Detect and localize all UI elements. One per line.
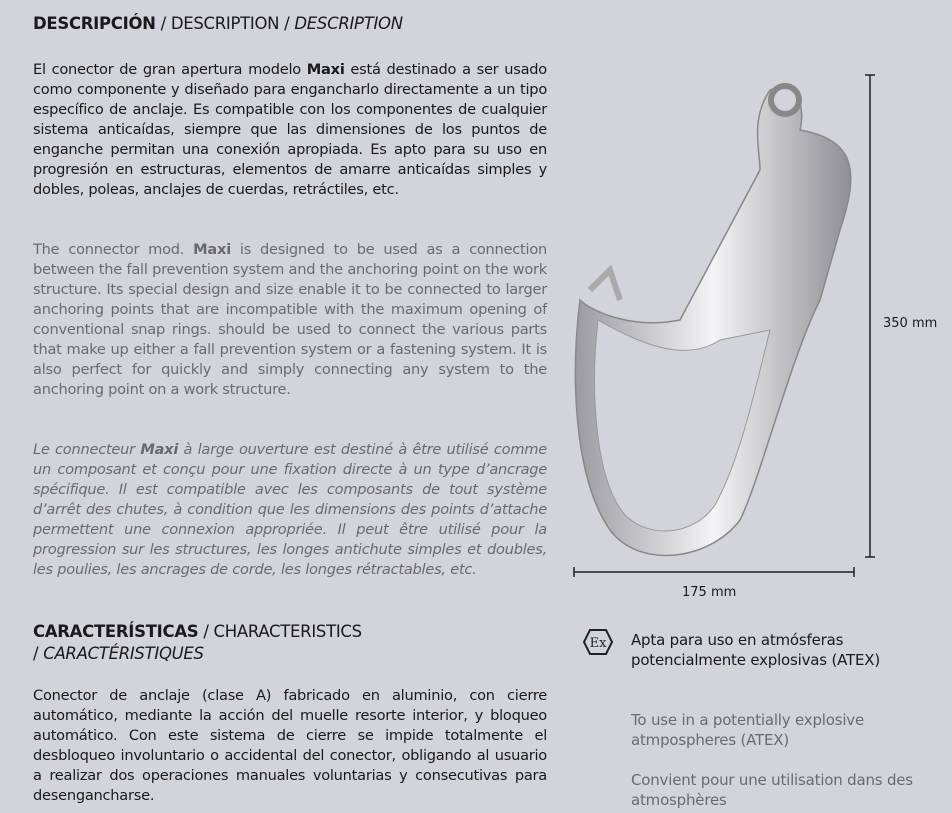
ex-atex-icon (582, 628, 614, 656)
height-dimension-line (864, 74, 876, 558)
carabiner-image (570, 60, 870, 580)
svg-text:Ex: Ex (589, 636, 607, 651)
model-name: Maxi (193, 241, 231, 258)
atex-fr: Convient pour une utilisation dans des atmosphères (631, 771, 913, 809)
width-label: 175 mm (682, 585, 737, 600)
description-heading (33, 14, 403, 33)
heading-es: CARACTERÍSTICAS (33, 622, 199, 641)
description-en (33, 240, 547, 400)
heading-fr: CARACTÉRISTIQUES (43, 644, 204, 663)
separator: / (155, 14, 171, 33)
atex-en: To use in a potentially explosive atmpospheres (ATEX) (631, 711, 865, 749)
atex-es: Apta para uso en atmósferas potencialmente explosivas (ATEX) (631, 631, 880, 669)
heading-en: CHARACTERISTICS (213, 622, 362, 641)
text: is designed to be used as a connection between the fall prevention system and the anchoring point on the work structure. Its special design and size enable it to be connected to larger anchoring points that are incompatible with the maximum opening of conventional snap rings. should be used to connect the various parts that make up either a fall prevention system or a fastening system. It is also perfect for quickly and simply connecting any system to the anchoring point on a work structure. (33, 241, 548, 398)
separator: / (198, 622, 214, 641)
description-es (33, 60, 547, 200)
text: está destinado a ser usado como componente y diseñado para engancharlo directamente a un tipo específico de anclaje. Es compatible con los componentes de cualquier sistema anticaídas, siempre que las dimensiones de los puntos de enganche permitan una conexión apropiada. Es apto para su uso en progresión en estructuras, elementos de amarre anticaídas simples y dobles, poleas, anclajes de cuerdas, retráctiles, etc. (33, 61, 547, 198)
separator: / (33, 644, 44, 663)
characteristics-es: Conector de anclaje (clase A) fabricado en aluminio, con cierre automático, mediante la acción del muelle resorte interior, y bloqueo automático. Con este sistema de cierre se impide totalmente el desbloqueo involuntario o accidental del conector, obligando al usuario a realizar dos operaciones manuales voluntarias y consecutivas para desengancharse. (33, 687, 547, 804)
description-fr (33, 440, 547, 580)
heading-es: DESCRIPCIÓN (33, 14, 156, 33)
separator: / (279, 14, 295, 33)
heading-en: DESCRIPTION (170, 14, 280, 33)
height-label: 350 mm (883, 316, 938, 331)
model-name: Maxi (306, 61, 345, 78)
text: El conector de gran apertura modelo (33, 61, 307, 78)
characteristics-heading (33, 621, 433, 665)
model-name: Maxi (140, 441, 179, 458)
text: Le connecteur (33, 441, 141, 458)
text: à large ouverture est destiné à être utilisé comme un composant et conçu pour une fixation directe à un type d’ancrage spécifique. Il est compatible avec les composants de tout système d’arrêt des chutes, à condition que les dimensions des points d’attache permettent une connexion appropriée. Il peut être utilisé pour la progression sur les structures, les longes antichute simples et doubles, les poulies, les ancrages de corde, les longes rétractables, etc. (33, 441, 547, 578)
text: The connector mod. (33, 241, 194, 258)
heading-fr: DESCRIPTION (294, 14, 403, 33)
width-dimension-line (573, 566, 855, 578)
